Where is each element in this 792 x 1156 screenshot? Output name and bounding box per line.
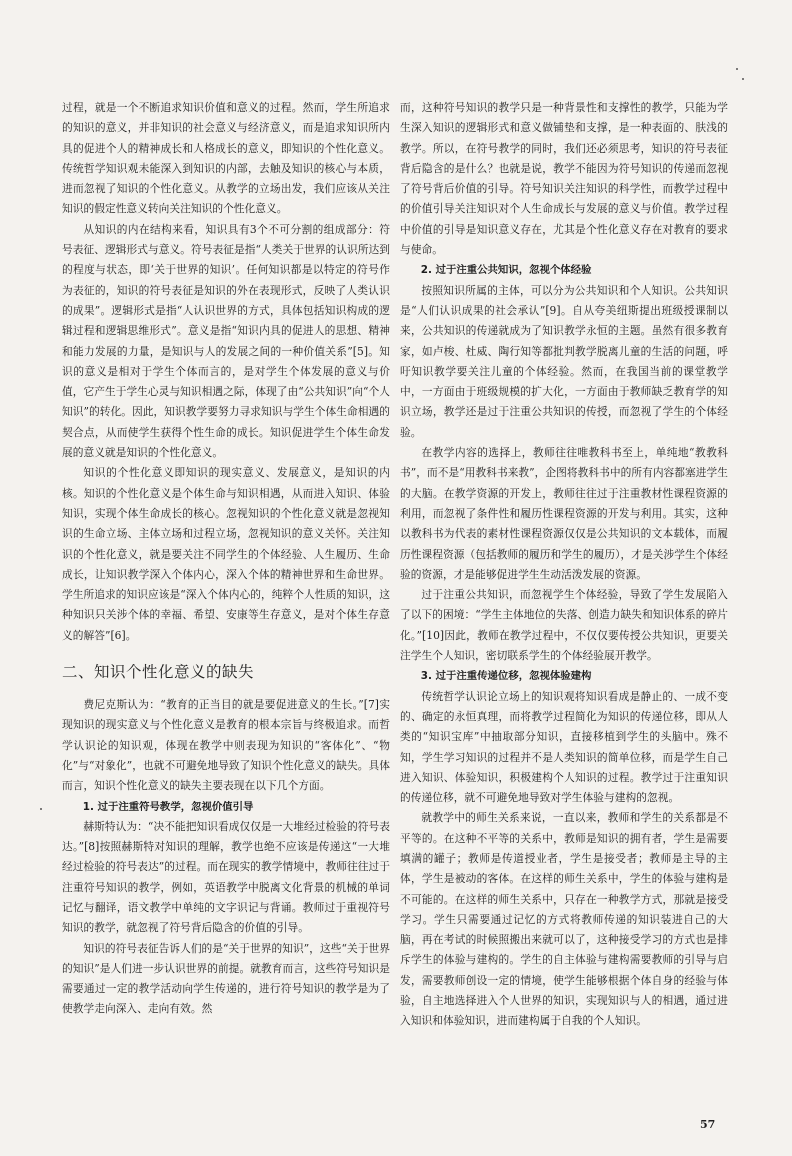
subsection-heading: 3. 过于注重传递位移，忽视体验建构 [420,670,592,683]
paragraph: 费尼克斯认为：“教育的正当目的就是要促进意义的生长。”[7]实现知识的现实意义与个性化意义是教育的根本宗旨与终极追求。而哲学认识论的知识观，体现在教学中则表现为知识的“客体化”、“物化”与“对象化”，也就不可避免地导致了知识个性化意义的缺失。具体而言，知识个性化意义的缺失主要表现在以下几个方面。 [62,698,390,793]
left-column [62,98,390,1020]
right-column [400,98,728,1032]
scan-speck [742,78,744,80]
subsection-heading: 1. 过于注重符号教学，忽视价值引导 [82,800,254,813]
paragraph: 过于注重公共知识，而忽视学生个体经验，导致了学生发展陷入了以下的困境：“学生主体地位的失落、创造力缺失和知识体系的碎片化。”[10]因此，教师在教学过程中，不仅仅要传授公共知识，更要关注学生个人知识，密切联系学生的个体经验展开教学。 [400,588,728,663]
paragraph: 而，这种符号知识的教学只是一种背景性和支撑性的教学，只能为学生深入知识的逻辑形式和意义做铺垫和支撑，是一种表面的、肤浅的教学。所以，在符号教学的同时，我们还必须思考，知识的符号表征背后隐含的是什么？也就是说，教学不能因为符号知识的传递而忽视了符号背后价值的引导。符号知识关注知识的科学性，而教学过程中的价值引导关注知识对个人生命成长与发展的意义与价值。教学过程中价值的引导是知识意义存在，尤其是个性化意义存在对教育的要求与使命。 [400,101,728,257]
paragraph: 在教学内容的选择上，教师往往唯教科书至上，单纯地“教教科书”，而不是“用教科书来教”，企图将教科书中的所有内容都塞进学生的大脑。在教学资源的开发上，教师往往过于注重教材性课程资源的利用，而忽视了条件性和履历性课程资源的开发与利用。其实，这种以教科书为代表的素材性课程资源仅仅是公共知识的文本载体，而履历性课程资源（包括教师的履历和学生的履历），才是关涉学生个体经验的资源，才是能够促进学生生动活泼发展的资源。 [400,446,728,581]
paragraph: 知识的符号表征告诉人们的是“关于世界的知识”，这些“关于世界的知识”是人们进一步认识世界的前提。就教育而言，这些符号知识是需要通过一定的教学活动向学生传递的，进行符号知识的教学是为了使教学走向深入、走向有效。然 [62,941,390,1016]
paragraph: 从知识的内在结构来看，知识具有3个不可分割的组成部分：符号表征、逻辑形式与意义。符号表征是指“人类关于世界的认识所达到的程度与状态，即‘关于世界的知识’。任何知识都是以特定的符号作为表征的，知识的符号表征是知识的外在表现形式，反映了人类认识的成果”。逻辑形式是指“人认识世界的方式，具体包括知识构成的逻辑过程和逻辑思维形式”。意义是指“知识内具的促进人的思想、精神和能力发展的力量，是知识与人的发展之间的一种价值关系”[5]。知识的意义是相对于学生个体而言的，是对学生个体发展的意义与价值，它产生于学生心灵与知识相遇之际，体现了由“公共知识”向“个人知识”的转化。因此，知识教学要努力寻求知识与学生个体生命相遇的契合点，从而使学生获得个性生命的成长。知识促进学生个体生命发展的意义就是知识的个性化意义。 [62,222,390,460]
paragraph: 知识的个性化意义即知识的现实意义、发展意义，是知识的内核。知识的个性化意义是个体生命与知识相遇，从而进入知识、体验知识，实现个体生命成长的核心。忽视知识的个性化意义就是忽视知识的生命立场、主体立场和过程立场，忽视知识的意义关怀。关注知识的个性化意义，就是要关注不同学生的个体经验、人生履历、生命成长，让知识教学深入个体内心，深入个体的精神世界和生命世界。学生所追求的知识应该是“深入个体内心的，纯粹个人性质的知识，这种知识只关涉个体的幸福、希望、安康等生存意义，是对个体生存意义的解答”[6]。 [62,466,390,642]
scan-speck [736,68,738,70]
paragraph: 过程，就是一个不断追求知识价值和意义的过程。然而，学生所追求的知识的意义，并非知识的社会意义与经济意义，而是追求知识所内具的促进个人的精神成长和人格成长的意义，即知识的个性化意义。传统哲学知识观未能深入到知识的内部，去触及知识的核心与本质，进而忽视了知识的个性化意义。从教学的立场出发，我们应该从关注知识的假定性意义转向关注知识的个性化意义。 [62,101,390,216]
paragraph: 按照知识所属的主体，可以分为公共知识和个人知识。公共知识是“人们认识成果的社会承认”[9]。自从夸美纽斯提出班级授课制以来，公共知识的传递就成为了知识教学永恒的主题。虽然有很多教育家，如卢梭、杜威、陶行知等都批判教学脱离儿童的生活的问题，呼吁知识教学要关注儿童的个体经验。然而，在我国当前的课堂教学中，一方面由于班级规模的扩大化，一方面由于教师缺乏教育学的知识立场，教学还是过于注重公共知识的传授，而忽视了学生的个体经验。 [400,283,728,439]
paragraph: 就教学中的师生关系来说，一直以来，教师和学生的关系都是不平等的。在这种不平等的关系中，教师是知识的拥有者，学生是需要填满的罐子；教师是传道授业者，学生是接受者；教师是主导的主体，学生是被动的客体。在这样的师生关系中，学生的体验与建构是不可能的。在这样的师生关系中，只存在一种教学方式，那就是接受学习。学生只需要通过记忆的方式将教师传递的知识装进自己的大脑，再在考试的时候照搬出来就可以了，这种接受学习的方式也是排斥学生的体验与建构的。学生的自主体验与建构需要教师的引导与启发，需要教师创设一定的情境，使学生能够根据个体自身的经验与体验，自主地选择进入个人世界的知识，实现知识与人的相遇，通过进入知识和体验知识，进而建构属于自我的个人知识。 [400,811,728,1028]
paragraph: 传统哲学认识论立场上的知识观将知识看成是静止的、一成不变的、确定的永恒真理，而将教学过程简化为知识的传递位移，即从人类的“知识宝库”中抽取部分知识，直接移植到学生的头脑中。殊不知，学生学习知识的过程并不是人类知识的简单位移，而是学生自己进入知识、体验知识，积极建构个人知识的过程。教学过于注重知识的传递位移，就不可避免地导致对学生体验与建构的忽视。 [400,689,728,805]
subsection-heading: 2. 过于注重公共知识，忽视个体经验 [420,264,592,277]
paragraph: 赫斯特认为：“决不能把知识看成仅仅是一大堆经过检验的符号表达。”[8]按照赫斯特对知识的理解，教学也绝不应该是传递这“一大堆经过检验的符号表达”的过程。而在现实的教学情境中，教师往往过于注重符号知识的教学，例如，英语教学中脱离文化背景的机械的单词记忆与翻译，语文教学中单纯的文字识记与背诵。教师过于重视符号知识的教学，就忽视了符号背后隐含的价值的引导。 [62,819,390,935]
section-heading: 二、知识个性化意义的缺失 [62,663,255,682]
page-number: 57 [700,1118,716,1131]
scan-speck [40,808,42,810]
